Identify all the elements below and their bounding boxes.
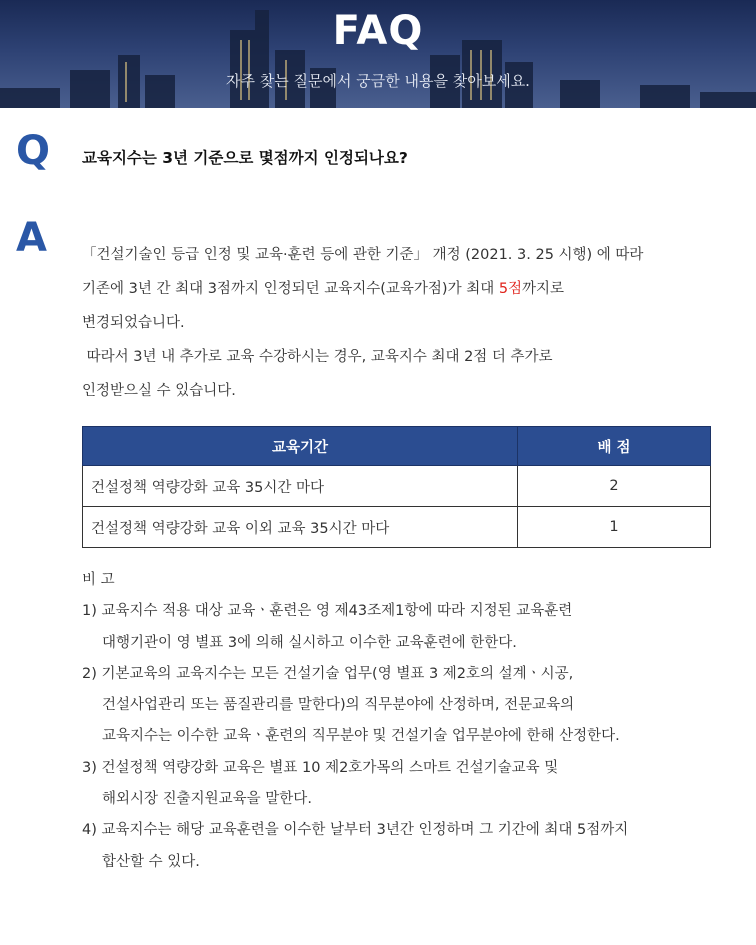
score-table [82, 426, 711, 548]
page-title: FAQ [332, 8, 424, 54]
answer-line: 인정받으실 수 있습니다. [82, 383, 236, 399]
notes-title: 비 고 [82, 572, 115, 588]
question-text: 교육지수는 3년 기준으로 몇점까지 인정되나요? [82, 149, 408, 167]
answer-text: 까지로 [522, 281, 565, 297]
table-cell: 건설정책 역량강화 교육 이외 교육 35시간 마다 [83, 507, 518, 548]
table-row [83, 466, 711, 507]
question-mark-label: Q [16, 128, 51, 174]
answer-body [82, 238, 722, 408]
page-subtitle: 자주 찾는 질문에서 궁금한 내용을 찾아보세요. [226, 72, 530, 90]
highlight-text: 5점 [498, 281, 523, 297]
table-cell: 2 [518, 466, 711, 507]
note-item: 3) 건설정책 역량강화 교육은 별표 10 제2호가목의 스마트 건설기술교육 및 [82, 759, 559, 776]
note-item: 4) 교육지수는 해당 교육훈련을 이수한 날부터 3년간 인정하며 그 기간에 최대 5점까지 [82, 822, 629, 839]
note-item: 대행기관이 영 별표 3에 의해 실시하고 이수한 교육훈련에 한한다. [102, 634, 517, 651]
note-item: 2) 기본교육의 교육지수는 모든 건설기술 업무(영 별표 3 제2호의 설계ㆍ시공, [82, 665, 574, 682]
answer-line: 변경되었습니다. [82, 315, 185, 331]
answer-text: 기존에 3년 간 최대 3점까지 인정되던 교육지수(교육가점)가 최대 [82, 281, 499, 297]
column-header-period: 교육기간 [83, 427, 518, 466]
table-cell: 1 [518, 507, 711, 548]
table-row [83, 507, 711, 548]
column-header-score: 배 점 [518, 427, 711, 466]
answer-mark-label: A [16, 215, 47, 261]
faq-banner [0, 0, 756, 108]
table-cell: 건설정책 역량강화 교육 35시간 마다 [83, 466, 518, 507]
note-item: 해외시장 진출지원교육을 말한다. [102, 791, 312, 808]
table-header-row [83, 427, 711, 466]
answer-line: 따라서 3년 내 추가로 교육 수강하시는 경우, 교육지수 최대 2점 더 추가로 [82, 349, 553, 365]
note-item: 교육지수는 이수한 교육ㆍ훈련의 직무분야 및 건설기술 업무분야에 한해 산정한다. [102, 728, 620, 745]
answer-line [82, 272, 722, 306]
answer-line: 「건설기술인 등급 인정 및 교육·훈련 등에 관한 기준」 개정 (2021. 3. 25 시행) 에 따라 [82, 247, 644, 263]
notes-section [82, 565, 742, 878]
note-item: 1) 교육지수 적용 대상 교육ㆍ훈련은 영 제43조제1항에 따라 지정된 교육훈련 [82, 603, 573, 620]
note-item: 건설사업관리 또는 품질관리를 말한다)의 직무분야에 산정하며, 전문교육의 [102, 697, 575, 714]
note-item: 합산할 수 있다. [102, 853, 200, 870]
